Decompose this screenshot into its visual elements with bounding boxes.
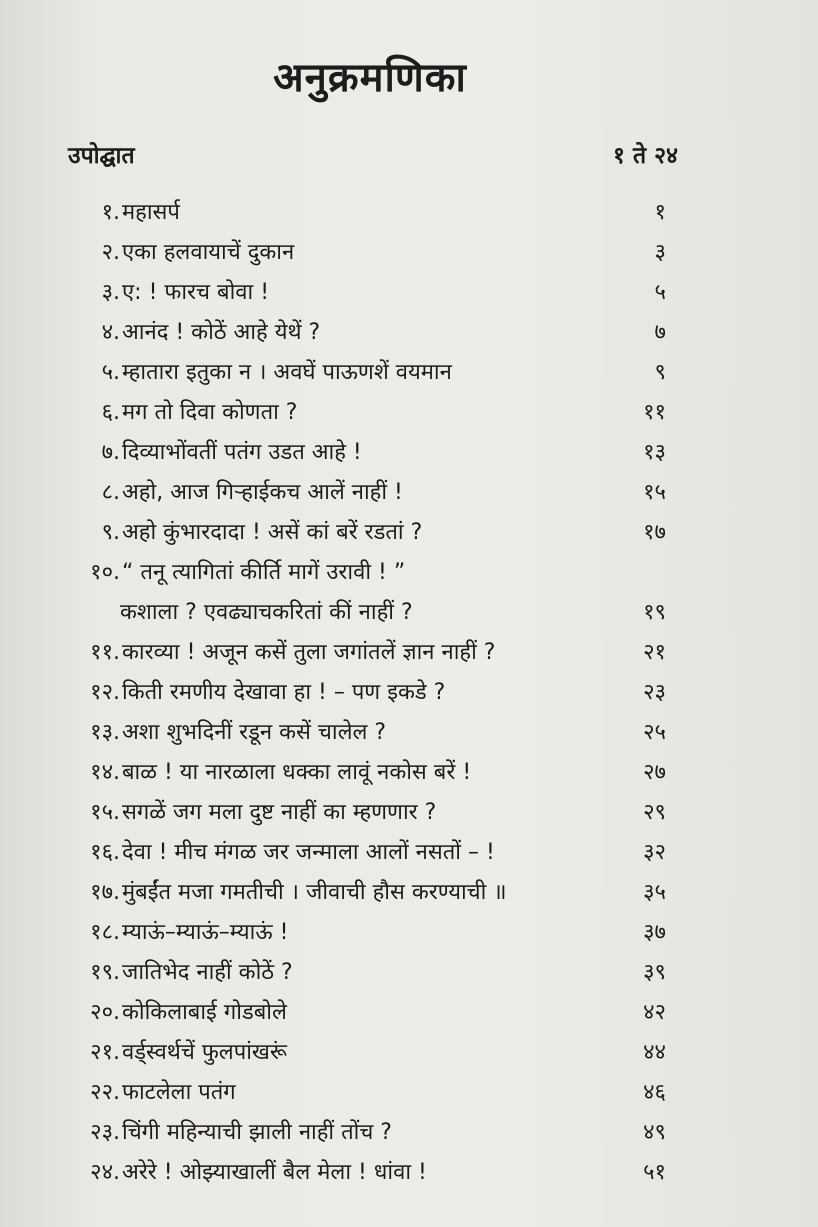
entry-page: ४९ [643, 1120, 666, 1145]
toc-entry [70, 876, 666, 910]
entry-title: किती रमणीय देखावा हा ! – पण इकडे ? [122, 680, 446, 705]
preface-pages: १ ते २४ [612, 143, 678, 169]
toc-entry [70, 516, 666, 550]
entry-title: बाळ ! या नारळाला धक्का लावूं नकोस बरें ! [122, 760, 472, 785]
toc-entry [70, 396, 666, 430]
toc-entry [70, 956, 666, 990]
entry-title: महासर्प [122, 200, 180, 225]
entry-page: ९ [654, 360, 666, 385]
entry-page: ३२ [643, 840, 666, 865]
toc-entry [70, 236, 666, 270]
entry-number: ६. [101, 400, 120, 425]
toc-entry [70, 476, 666, 510]
entry-page: २१ [643, 640, 666, 665]
entry-number: २०. [90, 1000, 120, 1025]
toc-entry [70, 316, 666, 350]
entry-page: २३ [643, 680, 666, 705]
entry-number: १. [101, 200, 120, 225]
entry-title: अशा शुभदिनीं रडून कसें चालेल ? [122, 720, 387, 745]
entry-number: २४. [90, 1160, 120, 1185]
toc-entry-continuation [70, 596, 666, 630]
entry-title: देवा ! मीच मंगळ जर जन्माला आलों नसतों – ! [122, 840, 495, 865]
entry-page: ४६ [643, 1080, 666, 1105]
toc-entry [70, 1036, 666, 1070]
toc-entry [70, 1076, 666, 1110]
entry-title: आनंद ! कोठें आहे येथें ? [122, 320, 321, 345]
entry-number: २१. [90, 1040, 120, 1065]
entry-title: अहो, आज गिऱ्हाईकच आलें नाहीं ! [122, 480, 403, 505]
entry-page: ५१ [643, 1160, 666, 1185]
entry-number: ७. [101, 440, 120, 465]
toc-entry [70, 836, 666, 870]
entry-title: “ तनू त्यागितां कीर्ति मागें उरावी ! ” [122, 560, 406, 585]
entry-number: १६. [90, 840, 120, 865]
toc-entry [70, 1156, 666, 1190]
entry-number: १९. [90, 960, 120, 985]
toc-entry [70, 916, 666, 950]
toc-entry [70, 276, 666, 310]
entry-page: २७ [643, 760, 666, 785]
entry-page: १ [654, 200, 666, 225]
toc-entry [70, 196, 666, 230]
entry-number: २२. [90, 1080, 120, 1105]
entry-title: म्हातारा इतुका न । अवघें पाऊणशें वयमान [122, 360, 452, 385]
entry-number: ४. [101, 320, 120, 345]
entry-title: म्याऊं–म्याऊं–म्याऊं ! [122, 920, 289, 945]
toc-entry [70, 436, 666, 470]
entry-title: सगळें जग मला दुष्ट नाहीं का म्हणणार ? [122, 800, 437, 825]
entry-number: १३. [90, 720, 120, 745]
entry-number: ८. [101, 480, 120, 505]
entry-title: वर्ड्स्वर्थचें फुलपांखरूं [122, 1040, 287, 1065]
entry-number: ३. [101, 280, 120, 305]
entry-title: जातिभेद नाहीं कोठें ? [122, 960, 293, 985]
toc-entry [70, 996, 666, 1030]
entry-page: ११ [643, 400, 666, 425]
entry-number: १५. [90, 800, 120, 825]
entry-page: ३५ [643, 880, 666, 905]
entry-number: ५. [101, 360, 120, 385]
entry-title: अरेरे ! ओझ्याखालीं बैल मेला ! धांवा ! [122, 1160, 427, 1185]
toc-entry [70, 636, 666, 670]
entry-page: ३९ [643, 960, 666, 985]
entry-number: ११. [90, 640, 120, 665]
entry-page: ७ [654, 320, 666, 345]
entry-title: कारव्या ! अजून कसें तुला जगांतलें ज्ञान नाहीं ? [122, 640, 496, 665]
toc-entry [70, 676, 666, 710]
entry-title: कशाला ? एवढ्याचकरितां कीं नाहीं ? [120, 600, 413, 625]
entry-page: ३७ [643, 920, 666, 945]
toc-entry [70, 756, 666, 790]
entry-page: २५ [643, 720, 666, 745]
entry-title: एका हलवायाचें दुकान [122, 240, 295, 265]
preface-label: उपोद्घात [68, 143, 135, 169]
entry-number: १२. [90, 680, 120, 705]
entry-page: १३ [643, 440, 666, 465]
entry-title: दिव्याभोंवतीं पतंग उडत आहे ! [122, 440, 362, 465]
entry-number: १०. [90, 560, 120, 585]
entry-page: १९ [643, 600, 666, 625]
entry-title: मुंबईंत मजा गमतीची । जीवाची हौस करण्याची ॥ [122, 880, 507, 905]
entry-page: १५ [643, 480, 666, 505]
toc-entry [70, 556, 666, 590]
entry-number: २. [101, 240, 120, 265]
preface-entry [68, 138, 678, 170]
entry-number: २३. [90, 1120, 120, 1145]
entry-page: २९ [643, 800, 666, 825]
entry-number: ९. [101, 520, 120, 545]
toc-entry [70, 356, 666, 390]
entry-title: अहो कुंभारदादा ! असें कां बरें रडतां ? [122, 520, 423, 545]
toc-entry [70, 1116, 666, 1150]
entry-page: ५ [654, 280, 666, 305]
toc-entry [70, 796, 666, 830]
entry-title: चिंगी महिन्याची झाली नाहीं तोंच ? [122, 1120, 392, 1145]
entry-title: ए: ! फारच बोवा ! [122, 280, 270, 305]
toc-entry [70, 716, 666, 750]
entry-title: मग तो दिवा कोणता ? [122, 400, 298, 425]
entry-number: १८. [90, 920, 120, 945]
entry-page: ३ [654, 240, 666, 265]
entry-number: १७. [90, 880, 120, 905]
entry-page: १७ [643, 520, 666, 545]
entry-page: ४४ [643, 1040, 666, 1065]
entry-page: ४२ [643, 1000, 666, 1025]
page-title: अनुक्रमणिका [273, 55, 467, 101]
entry-title: फाटलेला पतंग [122, 1080, 236, 1105]
entry-title: कोकिलाबाई गोडबोले [122, 1000, 287, 1025]
entry-number: १४. [90, 760, 120, 785]
